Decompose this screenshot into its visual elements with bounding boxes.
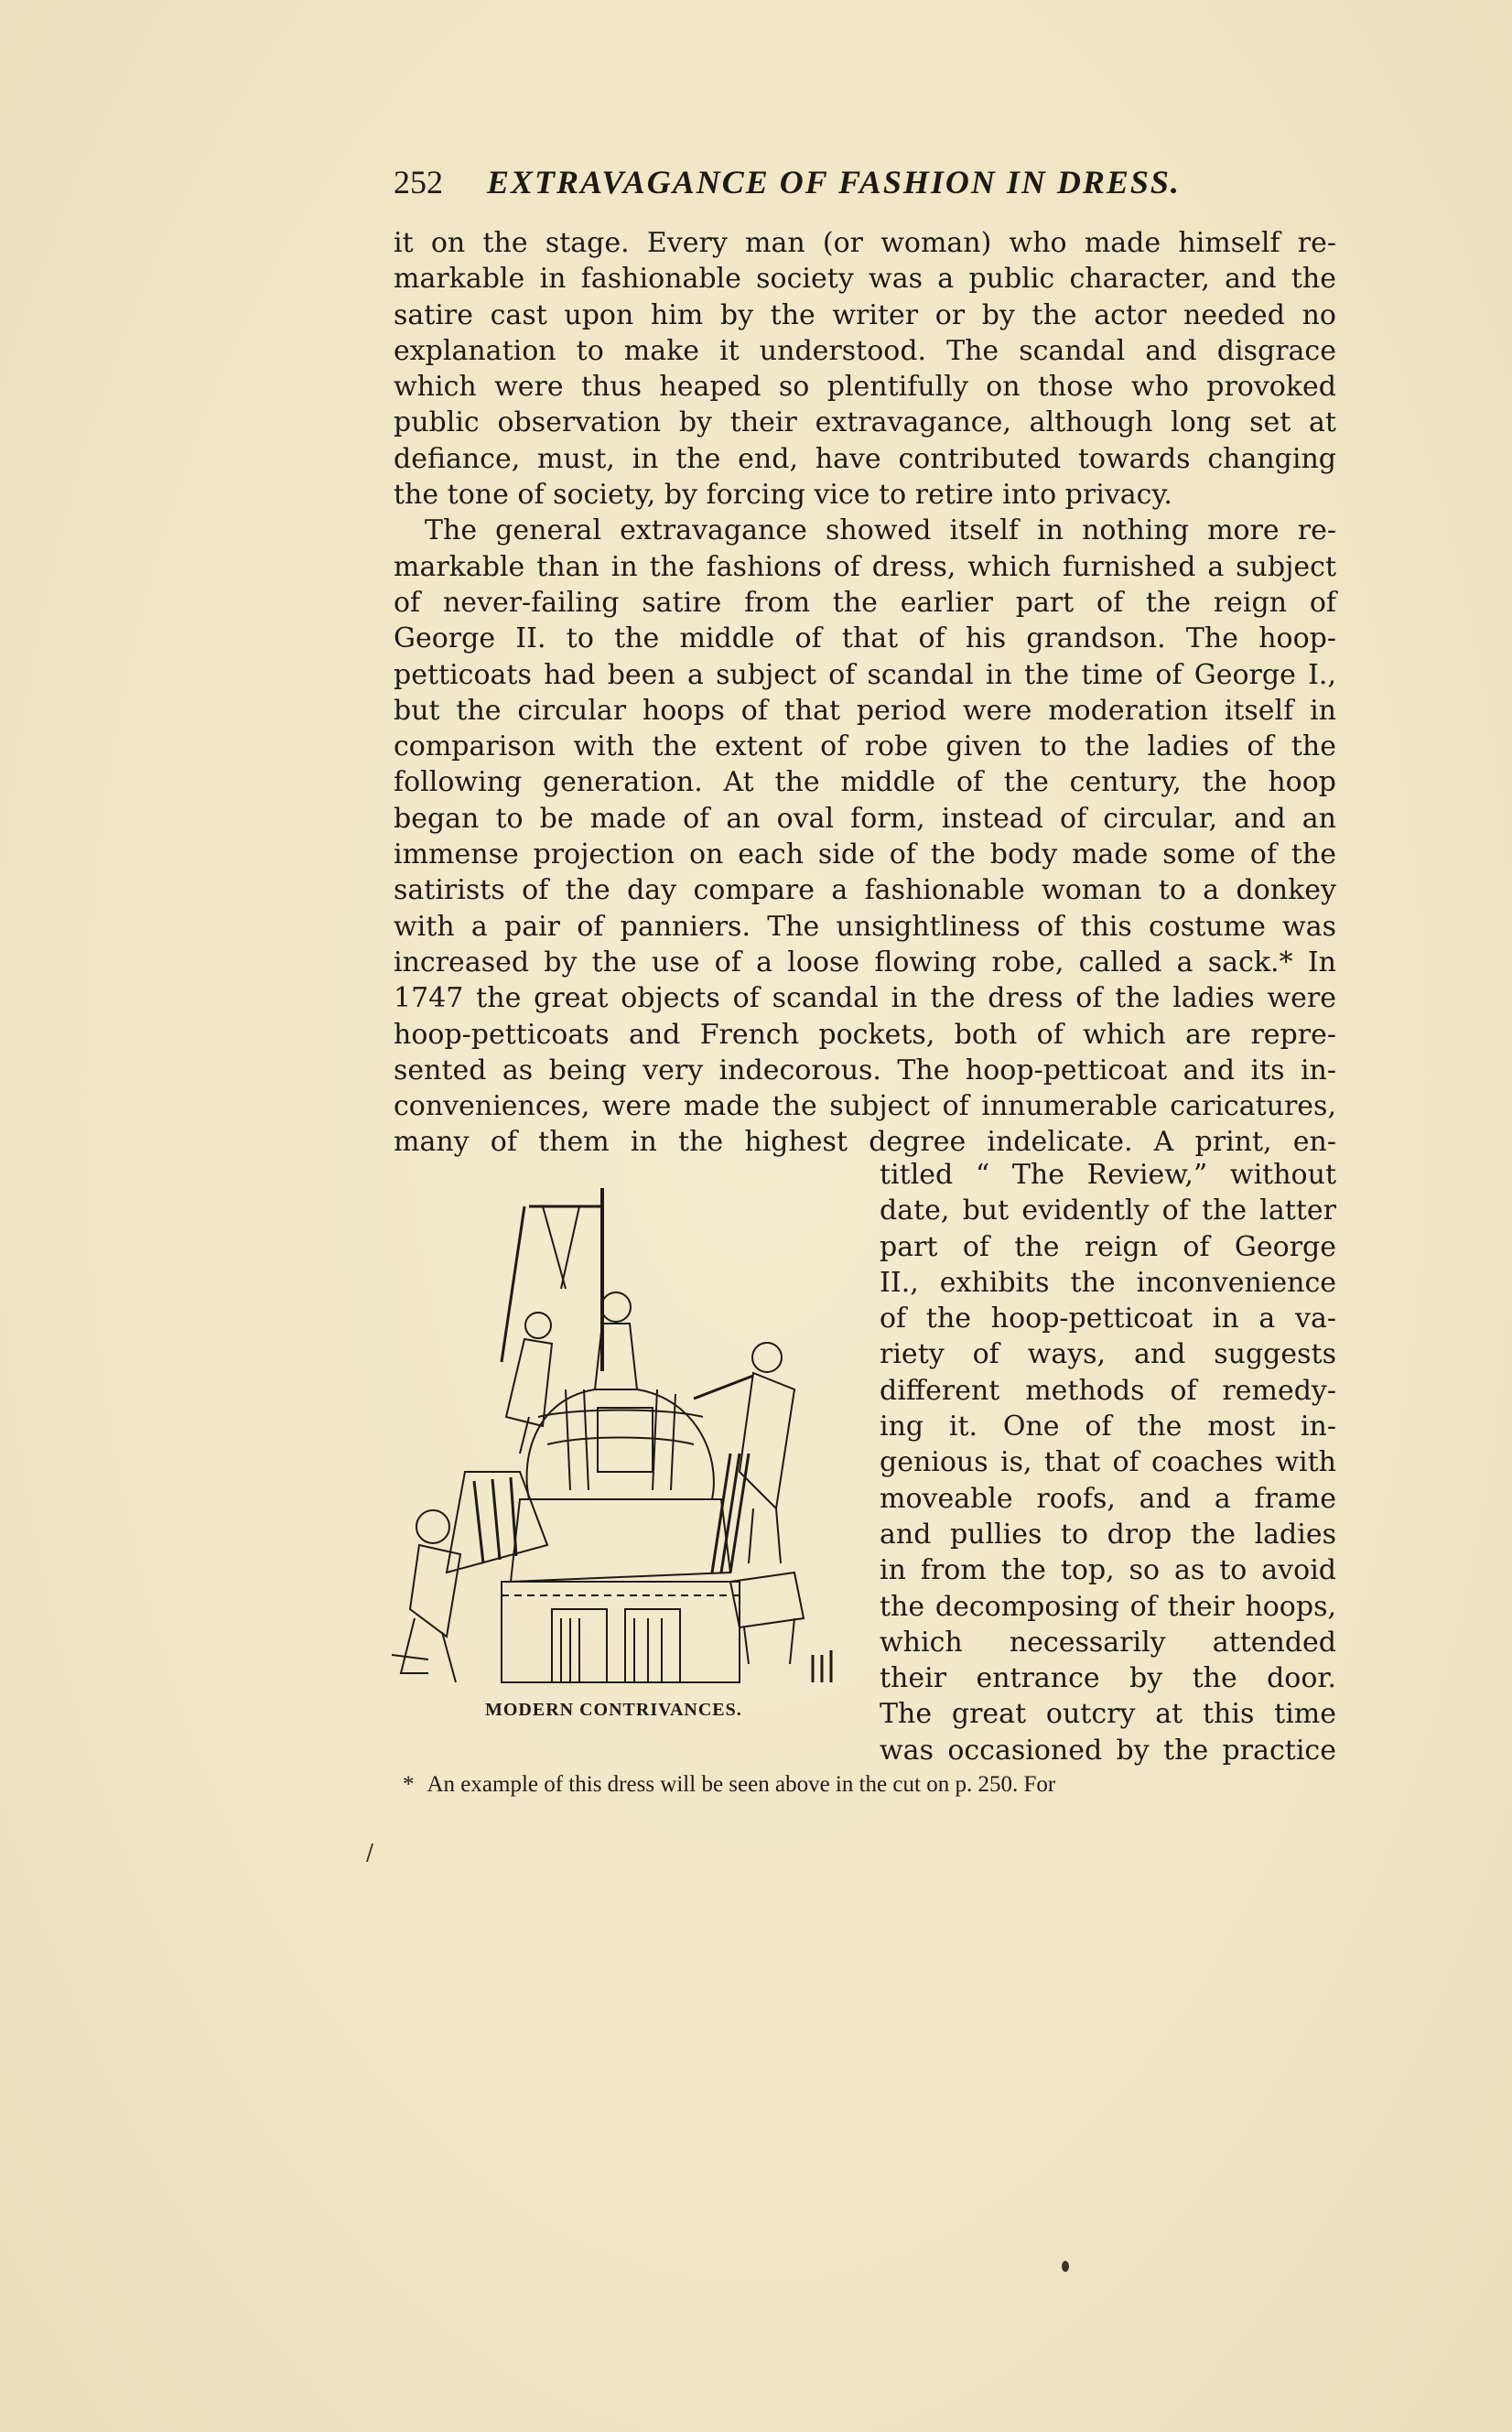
text-line: the decomposing of their hoops, [880,1590,1336,1623]
text-line: titled “ The Review,” without [880,1159,1336,1191]
text-line: The general extravagance showed itself in nothing more re- [425,514,1336,547]
running-title: EXTRAVAGANCE OF FASHION IN DRESS. [487,164,1181,200]
figure-caption: MODERN CONTRIVANCES. [485,1700,742,1720]
text-line: II., exhibits the inconvenience [880,1266,1336,1299]
text-line: explanation to make it understood. The scandal and disgrace [394,334,1336,367]
text-line: of the hoop-petticoat in a va- [880,1302,1336,1335]
text-line: immense projection on each side of the body made some of the [394,838,1336,871]
engraving-illustration-icon [392,1179,849,1692]
text-line: part of the reign of George [880,1230,1336,1263]
text-line: markable than in the fashions of dress, which furnished a subject [394,550,1336,583]
footnote-marker: * [403,1772,415,1797]
text-line: which were thus heaped so plentifully on those who provoked [394,371,1336,404]
ink-dot [1062,2261,1069,2272]
text-line: genious is, that of coaches with [880,1446,1336,1479]
text-line: and pullies to drop the ladies [880,1518,1336,1551]
footnote [403,1770,1336,1800]
text-line: of never-failing satire from the earlier part of the reign of [394,586,1336,619]
text-line: but the circular hoops of that period were moderation itself in [394,694,1336,727]
text-line: with a pair of panniers. The unsightliness of this costume was [394,910,1336,943]
text-line: in from the top, so as to avoid [880,1554,1336,1587]
text-line: petticoats had been a subject of scandal in the time of George I., [394,658,1336,691]
text-line: sented as being very indecorous. The hoop-petticoat and its in- [394,1054,1336,1086]
text-line: increased by the use of a loose flowing robe, called a sack.* In [394,946,1336,978]
text-line: satirists of the day compare a fashionable woman to a donkey [394,874,1336,907]
page-speck: / [366,1840,374,1865]
text-line: comparison with the extent of robe given to the ladies of the [394,730,1336,763]
text-line: George II. to the middle of that of his grandson. The hoop- [394,622,1336,655]
text-line: public observation by their extravagance, although long set at [394,406,1336,439]
text-line: was occasioned by the practice [880,1734,1336,1767]
text-line: date, but evidently of the latter [880,1194,1336,1227]
text-line: conveniences, were made the subject of innumerable caricatures, [394,1090,1336,1123]
wrapped-text [880,1157,1336,1768]
text-line: following generation. At the middle of the century, the hoop [394,766,1336,799]
text-line: The great outcry at this time [880,1698,1336,1731]
text-line: began to be made of an oval form, instead of circular, and an [394,802,1336,835]
text-line: riety of ways, and suggests [880,1338,1336,1371]
text-line: markable in fashionable society was a public character, and the [394,263,1336,296]
running-header [394,161,1336,203]
text-line: their entrance by the door. [880,1662,1336,1695]
body-text [394,225,1336,1161]
text-line: moveable roofs, and a frame [880,1482,1336,1515]
text-line: many of them in the highest degree indelicate. A print, en- [394,1126,1336,1159]
text-line: defiance, must, in the end, have contributed towards changing [394,442,1336,475]
footnote-text: An example of this dress will be seen above in the cut on p. 250. For [427,1772,1056,1797]
text-line: the tone of society, by forcing vice to retire into privacy. [394,479,1172,512]
text-line: which necessarily attended [880,1626,1336,1659]
text-line: ing it. One of the most in- [880,1411,1336,1443]
text-line: different methods of remedy- [880,1374,1336,1407]
text-line: hoop-petticoats and French pockets, both of which are repre- [394,1018,1336,1051]
page-number: 252 [394,164,443,200]
text-line: it on the stage. Every man (or woman) who made himself re- [394,227,1336,259]
text-line: 1747 the great objects of scandal in the dress of the ladies were [394,982,1336,1015]
text-line: satire cast upon him by the writer or by the actor needed no [394,298,1336,331]
